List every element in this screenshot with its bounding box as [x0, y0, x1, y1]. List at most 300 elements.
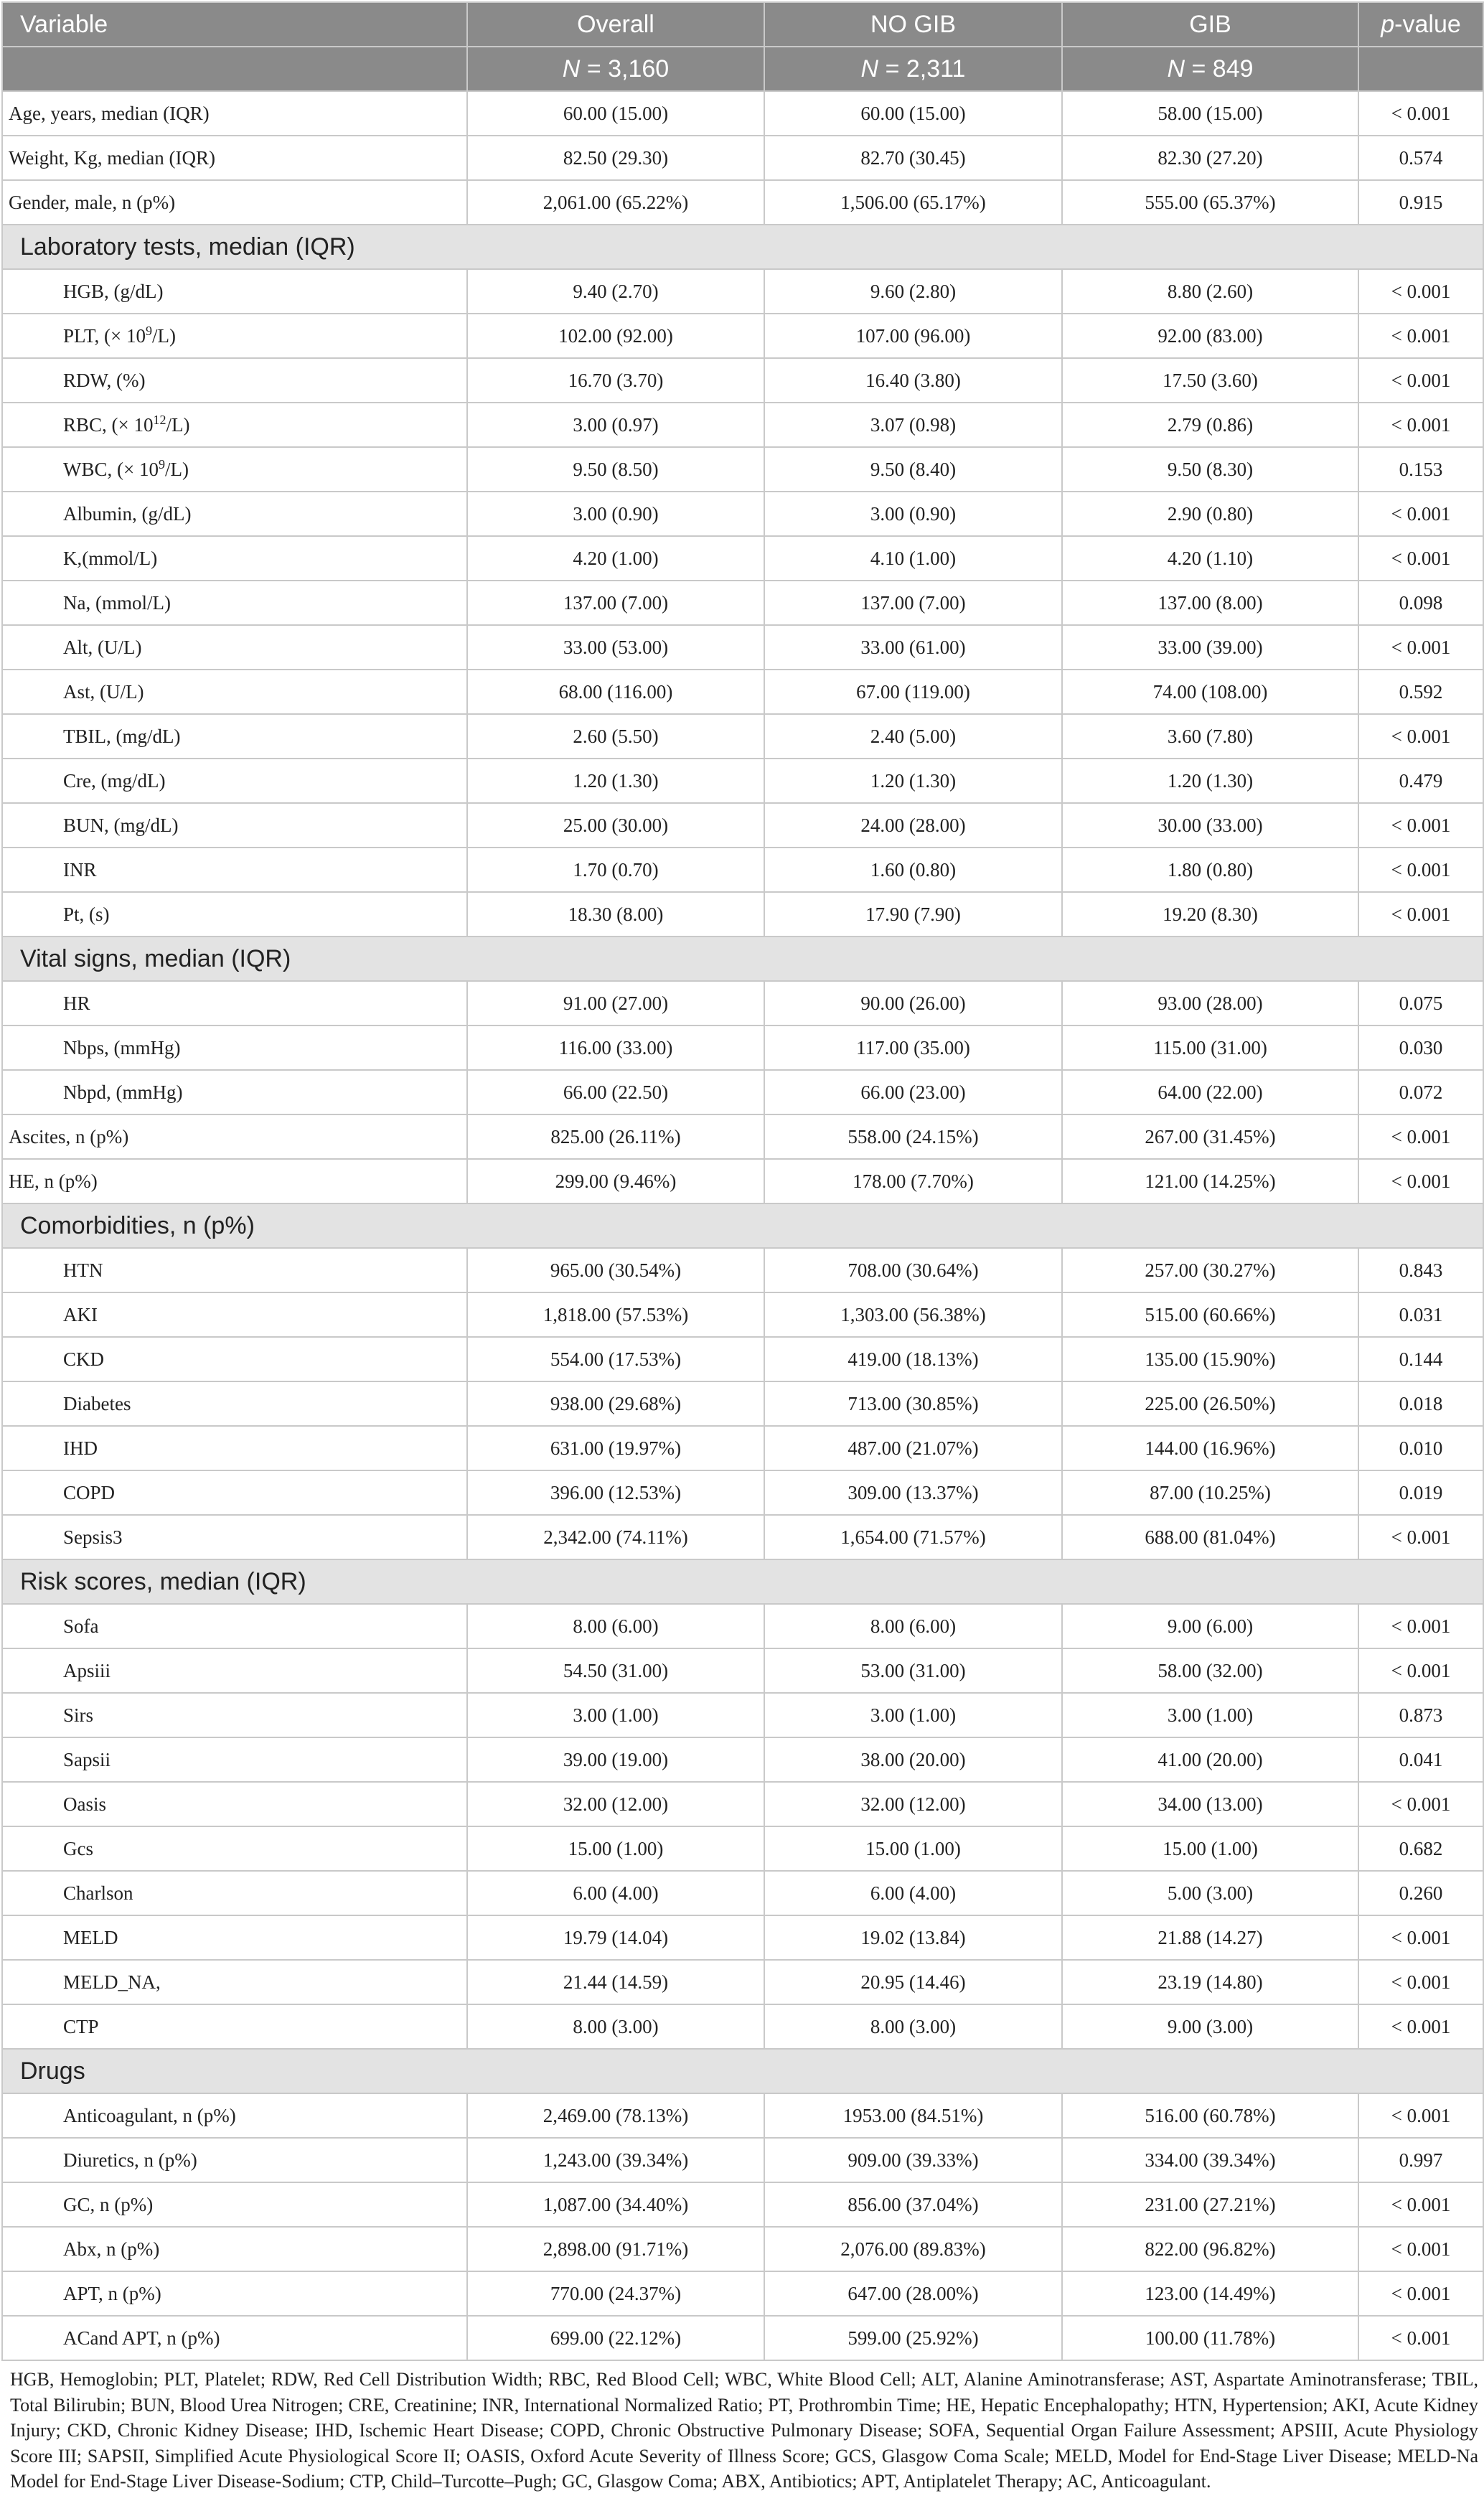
variable-label: ACand APT, n (p%)	[63, 2327, 220, 2349]
no-gib-cell: 67.00 (119.00)	[764, 670, 1062, 714]
header-variable: Variable	[2, 2, 467, 47]
gib-cell: 92.00 (83.00)	[1062, 314, 1358, 358]
variable-label: Charlson	[63, 1882, 133, 1904]
table-row	[2, 536, 1483, 581]
overall-cell: 19.79 (14.04)	[467, 1915, 764, 1960]
no-gib-cell: 4.10 (1.00)	[764, 536, 1062, 581]
header-overall: Overall	[467, 2, 764, 47]
overall-cell: 1.70 (0.70)	[467, 848, 764, 892]
table-row	[2, 136, 1483, 180]
no-gib-cell: 558.00 (24.15%)	[764, 1114, 1062, 1159]
variable-label: HTN	[63, 1259, 103, 1281]
variable-label: Abx, n (p%)	[63, 2238, 160, 2260]
p-value-cell: < 0.001	[1358, 2316, 1483, 2360]
overall-cell: 2.60 (5.50)	[467, 714, 764, 759]
gib-cell: 3.00 (1.00)	[1062, 1693, 1358, 1737]
table-row	[2, 1159, 1483, 1203]
count-value: = 2,311	[885, 55, 966, 83]
section-label: Comorbidities, n (p%)	[2, 1203, 1483, 1248]
no-gib-cell: 24.00 (28.00)	[764, 803, 1062, 848]
gib-cell: 87.00 (10.25%)	[1062, 1470, 1358, 1515]
overall-cell: 3.00 (0.97)	[467, 403, 764, 447]
variable-cell	[2, 1292, 467, 1337]
header-count-gib	[1062, 47, 1358, 91]
variable-cell	[2, 714, 467, 759]
table-row	[2, 1604, 1483, 1648]
unit-exponent: 9	[146, 323, 152, 338]
overall-cell: 396.00 (12.53%)	[467, 1470, 764, 1515]
gib-cell: 82.30 (27.20)	[1062, 136, 1358, 180]
table-row	[2, 91, 1483, 136]
table-row	[2, 714, 1483, 759]
count-value: = 849	[1191, 55, 1254, 83]
overall-cell: 965.00 (30.54%)	[467, 1248, 764, 1292]
gib-cell: 231.00 (27.21%)	[1062, 2182, 1358, 2227]
variable-label-suffix: /L)	[152, 324, 176, 347]
variable-cell	[2, 358, 467, 403]
table-row	[2, 1381, 1483, 1426]
variable-label: Diuretics, n (p%)	[63, 2149, 197, 2171]
header-p-rest: -value	[1394, 10, 1461, 38]
variable-cell	[2, 1337, 467, 1381]
header-no-gib: NO GIB	[764, 2, 1062, 47]
variable-label: Diabetes	[63, 1392, 131, 1414]
table-row	[2, 1114, 1483, 1159]
table-row	[2, 2093, 1483, 2138]
variable-label: Sepsis3	[63, 1526, 123, 1548]
variable-cell	[2, 2138, 467, 2182]
table-row	[2, 1737, 1483, 1782]
p-value-cell: < 0.001	[1358, 1915, 1483, 1960]
variable-label: HGB, (g/dL)	[63, 280, 164, 302]
gib-cell: 2.90 (0.80)	[1062, 492, 1358, 536]
variable-label: MELD_NA,	[63, 1971, 161, 1993]
p-value-cell: 0.098	[1358, 581, 1483, 625]
variable-label: Gcs	[63, 1837, 93, 1859]
variable-cell	[2, 269, 467, 314]
variable-label: AKI	[63, 1303, 98, 1325]
header-row-titles	[2, 2, 1483, 47]
p-value-cell: < 0.001	[1358, 269, 1483, 314]
table-row	[2, 981, 1483, 1025]
gib-cell: 33.00 (39.00)	[1062, 625, 1358, 670]
no-gib-cell: 17.90 (7.90)	[764, 892, 1062, 937]
p-value-cell: 0.915	[1358, 180, 1483, 225]
table-row	[2, 1871, 1483, 1915]
variable-cell	[2, 1915, 467, 1960]
p-value-cell: < 0.001	[1358, 2093, 1483, 2138]
variable-label: Nbps, (mmHg)	[63, 1036, 181, 1059]
variable-cell	[2, 1960, 467, 2004]
section-header-row	[2, 1203, 1483, 1248]
no-gib-cell: 38.00 (20.00)	[764, 1737, 1062, 1782]
variable-cell	[2, 892, 467, 937]
overall-cell: 15.00 (1.00)	[467, 1826, 764, 1871]
no-gib-cell: 16.40 (3.80)	[764, 358, 1062, 403]
p-value-cell: < 0.001	[1358, 536, 1483, 581]
p-value-cell: < 0.001	[1358, 714, 1483, 759]
section-header-row	[2, 2049, 1483, 2093]
no-gib-cell: 309.00 (13.37%)	[764, 1470, 1062, 1515]
n-symbol: N	[1167, 55, 1185, 83]
p-value-cell: 0.574	[1358, 136, 1483, 180]
variable-label: Oasis	[63, 1793, 106, 1815]
p-value-cell: 0.144	[1358, 1337, 1483, 1381]
table-row	[2, 1070, 1483, 1114]
n-symbol: N	[562, 55, 581, 83]
table-row	[2, 1470, 1483, 1515]
gib-cell: 17.50 (3.60)	[1062, 358, 1358, 403]
section-header-row	[2, 937, 1483, 981]
table-row	[2, 2004, 1483, 2049]
variable-cell	[2, 1070, 467, 1114]
gib-cell: 19.20 (8.30)	[1062, 892, 1358, 937]
p-value-cell: 0.010	[1358, 1426, 1483, 1470]
variable-cell	[2, 180, 467, 225]
p-value-cell: 0.682	[1358, 1826, 1483, 1871]
no-gib-cell: 60.00 (15.00)	[764, 91, 1062, 136]
gib-cell: 2.79 (0.86)	[1062, 403, 1358, 447]
variable-cell	[2, 581, 467, 625]
variable-label: Anticoagulant, n (p%)	[63, 2104, 236, 2126]
gib-cell: 267.00 (31.45%)	[1062, 1114, 1358, 1159]
table-row	[2, 892, 1483, 937]
no-gib-cell: 3.00 (0.90)	[764, 492, 1062, 536]
p-value-cell: < 0.001	[1358, 848, 1483, 892]
gib-cell: 9.00 (3.00)	[1062, 2004, 1358, 2049]
overall-cell: 60.00 (15.00)	[467, 91, 764, 136]
p-value-cell: 0.873	[1358, 1693, 1483, 1737]
header-count-blank	[2, 47, 467, 91]
p-value-cell: 0.592	[1358, 670, 1483, 714]
table-row	[2, 1648, 1483, 1693]
variable-cell	[2, 1515, 467, 1559]
section-header-row	[2, 225, 1483, 269]
variable-cell	[2, 981, 467, 1025]
variable-label: RDW, (%)	[63, 369, 146, 391]
variable-cell	[2, 1826, 467, 1871]
table-row	[2, 180, 1483, 225]
gib-cell: 30.00 (33.00)	[1062, 803, 1358, 848]
overall-cell: 1,087.00 (34.40%)	[467, 2182, 764, 2227]
p-value-cell: 0.019	[1358, 1470, 1483, 1515]
variable-cell	[2, 1025, 467, 1070]
gib-cell: 23.19 (14.80)	[1062, 1960, 1358, 2004]
gib-cell: 334.00 (39.34%)	[1062, 2138, 1358, 2182]
variable-cell	[2, 2004, 467, 2049]
overall-cell: 631.00 (19.97%)	[467, 1426, 764, 1470]
variable-label: Sofa	[63, 1615, 99, 1637]
variable-label: TBIL, (mg/dL)	[63, 725, 181, 747]
table-row	[2, 269, 1483, 314]
gib-cell: 115.00 (31.00)	[1062, 1025, 1358, 1070]
gib-cell: 1.20 (1.30)	[1062, 759, 1358, 803]
overall-cell: 1,818.00 (57.53%)	[467, 1292, 764, 1337]
gib-cell: 1.80 (0.80)	[1062, 848, 1358, 892]
no-gib-cell: 3.00 (1.00)	[764, 1693, 1062, 1737]
header-p-italic: p	[1381, 10, 1395, 38]
variable-cell	[2, 2271, 467, 2316]
variable-label: WBC, (× 10	[63, 458, 159, 480]
overall-cell: 116.00 (33.00)	[467, 1025, 764, 1070]
no-gib-cell: 2,076.00 (89.83%)	[764, 2227, 1062, 2271]
no-gib-cell: 419.00 (18.13%)	[764, 1337, 1062, 1381]
variable-label: CKD	[63, 1348, 105, 1370]
overall-cell: 18.30 (8.00)	[467, 892, 764, 937]
table-footnote: HGB, Hemoglobin; PLT, Platelet; RDW, Red Cell Distribution Width; RBC, Red Blood Cell; WBC, White Blood Cell; ALT, Alanine Aminotransferase; AST, Aspartate Aminotransferase; TBIL, Total Bilirubin; BUN, Blood Urea Nitrogen; CRE, Creatinine; INR, International Normalized Ratio; PT, Prothrombin Time; HE, Hepatic Encephalopathy; HTN, Hypertension; AKI, Acute Kidney Injury; CKD, Chronic Kidney Disease; IHD, Ischemic Heart Disease; COPD, Chronic Obstructive Pulmonary Disease; SOFA, Sequential Organ Failure Assessment; APSIII, Acute Physiology Score III; SAPSII, Simplified Acute Physiological Score II; OASIS, Oxford Acute Severity of Illness Score; GCS, Glasgow Coma Scale; MELD, Model for End-Stage Liver Disease; MELD-Na Model for End-Stage Liver Disease-Sodium; CTP, Child–Turcotte–Pugh; GC, Glasgow Coma; ABX, Antibiotics; APT, Antiplatelet Therapy; AC, Anticoagulant.	[10, 2369, 1478, 2492]
variable-cell	[2, 670, 467, 714]
gib-cell: 257.00 (30.27%)	[1062, 1248, 1358, 1292]
variable-label: Na, (mmol/L)	[63, 591, 171, 614]
overall-cell: 9.40 (2.70)	[467, 269, 764, 314]
overall-cell: 1,243.00 (39.34%)	[467, 2138, 764, 2182]
variable-label: APT, n (p%)	[63, 2282, 161, 2304]
p-value-cell: < 0.001	[1358, 403, 1483, 447]
section-header-row	[2, 1559, 1483, 1604]
overall-cell: 137.00 (7.00)	[467, 581, 764, 625]
gib-cell: 58.00 (32.00)	[1062, 1648, 1358, 1693]
table-row	[2, 848, 1483, 892]
p-value-cell: 0.018	[1358, 1381, 1483, 1426]
header-p-value	[1358, 2, 1483, 47]
variable-cell	[2, 492, 467, 536]
variable-cell	[2, 848, 467, 892]
table-row	[2, 1693, 1483, 1737]
no-gib-cell: 32.00 (12.00)	[764, 1782, 1062, 1826]
variable-cell	[2, 1159, 467, 1203]
table-row	[2, 2316, 1483, 2360]
gib-cell: 123.00 (14.49%)	[1062, 2271, 1358, 2316]
no-gib-cell: 19.02 (13.84)	[764, 1915, 1062, 1960]
gib-cell: 9.00 (6.00)	[1062, 1604, 1358, 1648]
overall-cell: 8.00 (3.00)	[467, 2004, 764, 2049]
p-value-cell: 0.260	[1358, 1871, 1483, 1915]
variable-label: Weight, Kg, median (IQR)	[9, 146, 216, 169]
table-row	[2, 625, 1483, 670]
table-row	[2, 2227, 1483, 2271]
unit-exponent: 9	[158, 456, 165, 471]
p-value-cell: 0.479	[1358, 759, 1483, 803]
table-row	[2, 358, 1483, 403]
section-label: Drugs	[2, 2049, 1483, 2093]
table-body	[2, 91, 1483, 2360]
no-gib-cell: 1.60 (0.80)	[764, 848, 1062, 892]
gib-cell: 144.00 (16.96%)	[1062, 1426, 1358, 1470]
table-row	[2, 1292, 1483, 1337]
table-row	[2, 1515, 1483, 1559]
gib-cell: 21.88 (14.27)	[1062, 1915, 1358, 1960]
no-gib-cell: 2.40 (5.00)	[764, 714, 1062, 759]
gib-cell: 5.00 (3.00)	[1062, 1871, 1358, 1915]
gib-cell: 3.60 (7.80)	[1062, 714, 1358, 759]
overall-cell: 2,469.00 (78.13%)	[467, 2093, 764, 2138]
no-gib-cell: 708.00 (30.64%)	[764, 1248, 1062, 1292]
no-gib-cell: 1,303.00 (56.38%)	[764, 1292, 1062, 1337]
variable-cell	[2, 447, 467, 492]
variable-label: HR	[63, 992, 90, 1014]
p-value-cell: < 0.001	[1358, 492, 1483, 536]
p-value-cell: < 0.001	[1358, 892, 1483, 937]
overall-cell: 25.00 (30.00)	[467, 803, 764, 848]
table-row	[2, 2138, 1483, 2182]
no-gib-cell: 117.00 (35.00)	[764, 1025, 1062, 1070]
header-count-no-gib	[764, 47, 1062, 91]
variable-label: HE, n (p%)	[9, 1170, 98, 1192]
no-gib-cell: 3.07 (0.98)	[764, 403, 1062, 447]
variable-cell	[2, 1782, 467, 1826]
overall-cell: 2,898.00 (91.71%)	[467, 2227, 764, 2271]
overall-cell: 2,061.00 (65.22%)	[467, 180, 764, 225]
variable-cell	[2, 1248, 467, 1292]
gib-cell: 41.00 (20.00)	[1062, 1737, 1358, 1782]
gib-cell: 93.00 (28.00)	[1062, 981, 1358, 1025]
p-value-cell: 0.041	[1358, 1737, 1483, 1782]
overall-cell: 9.50 (8.50)	[467, 447, 764, 492]
variable-cell	[2, 1871, 467, 1915]
n-symbol: N	[860, 55, 879, 83]
no-gib-cell: 599.00 (25.92%)	[764, 2316, 1062, 2360]
p-value-cell: < 0.001	[1358, 1515, 1483, 1559]
variable-label: Apsiii	[63, 1659, 111, 1681]
no-gib-cell: 9.50 (8.40)	[764, 447, 1062, 492]
no-gib-cell: 713.00 (30.85%)	[764, 1381, 1062, 1426]
no-gib-cell: 487.00 (21.07%)	[764, 1426, 1062, 1470]
variable-label: Gender, male, n (p%)	[9, 191, 176, 213]
variable-cell	[2, 2093, 467, 2138]
no-gib-cell: 6.00 (4.00)	[764, 1871, 1062, 1915]
overall-cell: 39.00 (19.00)	[467, 1737, 764, 1782]
overall-cell: 102.00 (92.00)	[467, 314, 764, 358]
count-value: = 3,160	[586, 55, 670, 83]
p-value-cell: < 0.001	[1358, 1604, 1483, 1648]
p-value-cell: 0.031	[1358, 1292, 1483, 1337]
p-value-cell: < 0.001	[1358, 2182, 1483, 2227]
section-label: Risk scores, median (IQR)	[2, 1559, 1483, 1604]
gib-cell: 135.00 (15.90%)	[1062, 1337, 1358, 1381]
no-gib-cell: 856.00 (37.04%)	[764, 2182, 1062, 2227]
variable-label: Ascites, n (p%)	[9, 1125, 129, 1147]
gib-cell: 58.00 (15.00)	[1062, 91, 1358, 136]
no-gib-cell: 20.95 (14.46)	[764, 1960, 1062, 2004]
table-row	[2, 314, 1483, 358]
no-gib-cell: 8.00 (6.00)	[764, 1604, 1062, 1648]
p-value-cell: < 0.001	[1358, 1782, 1483, 1826]
overall-cell: 6.00 (4.00)	[467, 1871, 764, 1915]
baseline-characteristics-table	[1, 1, 1484, 2361]
variable-label: GC, n (p%)	[63, 2193, 154, 2215]
header-count-p-blank	[1358, 47, 1483, 91]
variable-label: INR	[63, 858, 97, 881]
table-row	[2, 2271, 1483, 2316]
overall-cell: 554.00 (17.53%)	[467, 1337, 764, 1381]
gib-cell: 515.00 (60.66%)	[1062, 1292, 1358, 1337]
p-value-cell: 0.030	[1358, 1025, 1483, 1070]
gib-cell: 34.00 (13.00)	[1062, 1782, 1358, 1826]
overall-cell: 82.50 (29.30)	[467, 136, 764, 180]
variable-cell	[2, 1426, 467, 1470]
gib-cell: 688.00 (81.04%)	[1062, 1515, 1358, 1559]
table-row	[2, 2182, 1483, 2227]
no-gib-cell: 66.00 (23.00)	[764, 1070, 1062, 1114]
no-gib-cell: 53.00 (31.00)	[764, 1648, 1062, 1693]
variable-cell	[2, 1470, 467, 1515]
overall-cell: 54.50 (31.00)	[467, 1648, 764, 1693]
header-gib: GIB	[1062, 2, 1358, 47]
variable-label: PLT, (× 10	[63, 324, 146, 347]
p-value-cell: 0.997	[1358, 2138, 1483, 2182]
variable-label-suffix: /L)	[166, 413, 190, 436]
overall-cell: 21.44 (14.59)	[467, 1960, 764, 2004]
table-row	[2, 670, 1483, 714]
variable-label: RBC, (× 10	[63, 413, 154, 436]
variable-cell	[2, 2316, 467, 2360]
gib-cell: 4.20 (1.10)	[1062, 536, 1358, 581]
no-gib-cell: 909.00 (39.33%)	[764, 2138, 1062, 2182]
overall-cell: 4.20 (1.00)	[467, 536, 764, 581]
no-gib-cell: 107.00 (96.00)	[764, 314, 1062, 358]
gib-cell: 822.00 (96.82%)	[1062, 2227, 1358, 2271]
variable-cell	[2, 1693, 467, 1737]
p-value-cell: < 0.001	[1358, 2004, 1483, 2049]
p-value-cell: < 0.001	[1358, 358, 1483, 403]
overall-cell: 91.00 (27.00)	[467, 981, 764, 1025]
variable-label: Sirs	[63, 1704, 94, 1726]
variable-cell	[2, 1604, 467, 1648]
gib-cell: 64.00 (22.00)	[1062, 1070, 1358, 1114]
gib-cell: 9.50 (8.30)	[1062, 447, 1358, 492]
p-value-cell: < 0.001	[1358, 314, 1483, 358]
overall-cell: 770.00 (24.37%)	[467, 2271, 764, 2316]
table-row	[2, 581, 1483, 625]
variable-label: Alt, (U/L)	[63, 636, 142, 658]
overall-cell: 825.00 (26.11%)	[467, 1114, 764, 1159]
p-value-cell: < 0.001	[1358, 1114, 1483, 1159]
variable-label: CTP	[63, 2015, 99, 2037]
variable-label: COPD	[63, 1481, 116, 1503]
table-row	[2, 403, 1483, 447]
overall-cell: 3.00 (1.00)	[467, 1693, 764, 1737]
table-row	[2, 447, 1483, 492]
table-row	[2, 1426, 1483, 1470]
no-gib-cell: 15.00 (1.00)	[764, 1826, 1062, 1871]
no-gib-cell: 90.00 (26.00)	[764, 981, 1062, 1025]
table-row	[2, 1960, 1483, 2004]
p-value-cell: 0.072	[1358, 1070, 1483, 1114]
p-value-cell: 0.075	[1358, 981, 1483, 1025]
section-label: Vital signs, median (IQR)	[2, 937, 1483, 981]
variable-label: Ast, (U/L)	[63, 680, 144, 703]
variable-cell	[2, 803, 467, 848]
no-gib-cell: 1953.00 (84.51%)	[764, 2093, 1062, 2138]
overall-cell: 16.70 (3.70)	[467, 358, 764, 403]
variable-label: Cre, (mg/dL)	[63, 769, 166, 792]
variable-label: Age, years, median (IQR)	[9, 102, 210, 124]
variable-cell	[2, 2182, 467, 2227]
table-row	[2, 1826, 1483, 1871]
variable-label-suffix: /L)	[164, 458, 189, 480]
overall-cell: 1.20 (1.30)	[467, 759, 764, 803]
variable-cell	[2, 403, 467, 447]
gib-cell: 15.00 (1.00)	[1062, 1826, 1358, 1871]
gib-cell: 74.00 (108.00)	[1062, 670, 1358, 714]
table-row	[2, 1337, 1483, 1381]
table-row	[2, 1915, 1483, 1960]
variable-cell	[2, 1737, 467, 1782]
variable-label: Pt, (s)	[63, 903, 110, 925]
table-row	[2, 1782, 1483, 1826]
gib-cell: 8.80 (2.60)	[1062, 269, 1358, 314]
p-value-cell: < 0.001	[1358, 625, 1483, 670]
